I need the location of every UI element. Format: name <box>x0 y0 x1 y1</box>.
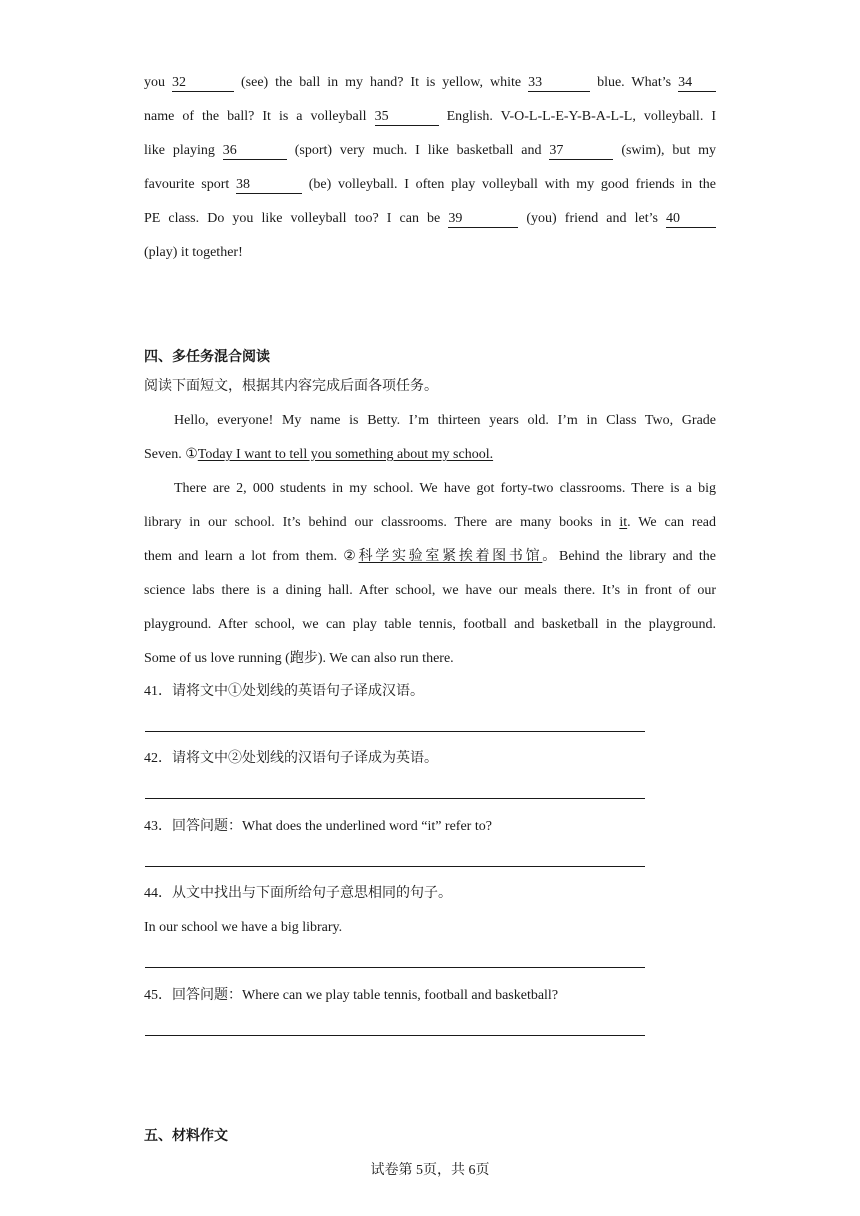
passage-p1-line-2: Seven. ①Today I want to tell you something about my school. <box>144 447 494 462</box>
blank-34[interactable]: 34 <box>678 75 716 92</box>
cloze-line-5: PE class. Do you like volleyball too? I can be 39 (you) friend and let’s 40 <box>144 208 716 230</box>
cloze-line-2: name of the ball? It is a volleyball 35 English. V-O-L-L-E-Y-B-A-L-L, volleyball. I <box>144 109 717 124</box>
blank-38[interactable]: 38 <box>236 177 302 194</box>
question-44: 44．从文中找出与下面所给句子意思相同的句子。 <box>144 886 452 901</box>
question-41: 41．请将文中①处划线的英语句子译成汉语。 <box>144 684 424 699</box>
answer-line-42[interactable] <box>145 798 645 799</box>
blank-36[interactable]: 36 <box>223 143 287 160</box>
underlined-sentence-1: Today I want to tell you something about my school. <box>197 447 494 462</box>
section-4-instruction: 阅读下面短文，根据其内容完成后面各项任务。 <box>144 379 438 394</box>
passage-p2-line-5: playground. After school, we can play table tennis, football and basketball in the playground. <box>144 617 716 632</box>
underlined-sentence-2: 科学实验室紧挨着图书馆 <box>358 549 543 564</box>
answer-line-43[interactable] <box>145 866 645 867</box>
blank-37[interactable]: 37 <box>549 143 613 160</box>
blank-32[interactable]: 32 <box>172 75 234 92</box>
question-42: 42．请将文中②处划线的汉语句子译成为英语。 <box>144 751 438 766</box>
passage-p2-line-1: There are 2, 000 students in my school. We have got forty-two classrooms. There is a big <box>174 481 716 496</box>
cloze-line-1: you 32 (see) the ball in my hand? It is yellow, white 33 blue. What’s 34 <box>144 72 716 94</box>
cloze-line-4: favourite sport 38 (be) volleyball. I often play volleyball with my good friends in the <box>144 177 716 192</box>
passage-p2-line-3: them and learn a lot from them. ②科学实验室紧挨着图书馆。Behind the library and the <box>144 549 716 564</box>
passage-p2-line-6: Some of us love running (跑步). We can also run there. <box>144 651 454 666</box>
answer-line-41[interactable] <box>145 731 645 732</box>
section-5-title: 五、材料作文 <box>144 1129 228 1144</box>
passage-p2-line-2: library in our school. It’s behind our classrooms. There are many books in it. We can read <box>144 515 716 530</box>
passage-p2-line-4: science labs there is a dining hall. After school, we have our meals there. It’s in front of our <box>144 583 716 598</box>
blank-35[interactable]: 35 <box>375 109 439 126</box>
blank-39[interactable]: 39 <box>448 211 518 228</box>
question-43: 43．回答问题：What does the underlined word “it” refer to? <box>144 819 492 834</box>
answer-line-45[interactable] <box>145 1035 645 1036</box>
section-4-title: 四、多任务混合阅读 <box>144 350 270 365</box>
cloze-line-3: like playing 36 (sport) very much. I like basketball and 37 (swim), but my <box>144 143 717 158</box>
underlined-word-it: it <box>619 515 628 530</box>
question-45: 45．回答问题：Where can we play table tennis, football and basketball? <box>144 988 559 1003</box>
cloze-line-6: (play) it together! <box>144 245 243 260</box>
question-44-sentence: In our school we have a big library. <box>144 920 343 935</box>
page-footer: 试卷第 5页，共 6页 <box>370 1163 490 1178</box>
blank-33[interactable]: 33 <box>528 75 590 92</box>
blank-40[interactable]: 40 <box>666 211 716 228</box>
answer-line-44[interactable] <box>145 967 645 968</box>
passage-p1-line-1: Hello, everyone! My name is Betty. I’m thirteen years old. I’m in Class Two, Grade <box>174 413 716 428</box>
